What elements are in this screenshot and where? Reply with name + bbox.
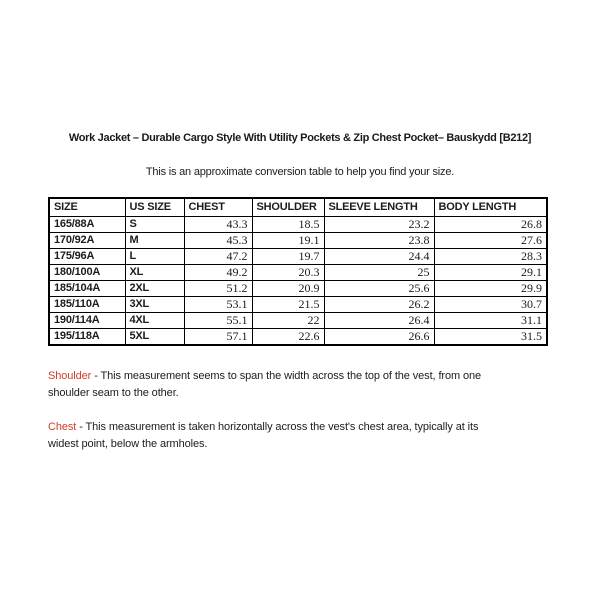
- table-cell: 51.2: [184, 280, 252, 296]
- table-cell: 22: [252, 312, 324, 328]
- table-row: [49, 248, 547, 264]
- table-cell: S: [125, 216, 184, 232]
- note-line: widest point, below the armholes.: [48, 437, 208, 450]
- product-title: Work Jacket – Durable Cargo Style With Utility Pockets & Zip Chest Pocket– Bauskydd [B212]: [68, 132, 532, 144]
- table-row: [49, 296, 547, 312]
- table-cell: 21.5: [252, 296, 324, 312]
- table-cell: 55.1: [184, 312, 252, 328]
- column-header: US SIZE: [125, 198, 184, 216]
- table-cell: 29.1: [434, 264, 547, 280]
- table-cell: 190/114A: [49, 312, 125, 328]
- table-cell: 26.6: [324, 328, 434, 345]
- table-cell: 23.8: [324, 232, 434, 248]
- table-cell: 26.8: [434, 216, 547, 232]
- table-cell: M: [125, 232, 184, 248]
- table-row: [49, 216, 547, 232]
- table-cell: 45.3: [184, 232, 252, 248]
- measurement-note: [48, 419, 580, 453]
- table-cell: 3XL: [125, 296, 184, 312]
- table-cell: 43.3: [184, 216, 252, 232]
- table-cell: 29.9: [434, 280, 547, 296]
- column-header: SIZE: [49, 198, 125, 216]
- size-conversion-table: [48, 197, 548, 346]
- table-cell: 18.5: [252, 216, 324, 232]
- table-cell: 20.3: [252, 264, 324, 280]
- measurement-note: [48, 368, 580, 402]
- column-header: SHOULDER: [252, 198, 324, 216]
- note-line: - This measurement is taken horizontally across the vest's chest area, typically at its: [76, 420, 479, 433]
- table-cell: 175/96A: [49, 248, 125, 264]
- note-line: shoulder seam to the other.: [48, 386, 179, 399]
- note-term: Shoulder: [48, 369, 92, 382]
- table-cell: 22.6: [252, 328, 324, 345]
- table-cell: XL: [125, 264, 184, 280]
- table-cell: 23.2: [324, 216, 434, 232]
- table-cell: L: [125, 248, 184, 264]
- table-caption: This is an approximate conversion table to help you find your size.: [145, 166, 455, 178]
- table-cell: 19.7: [252, 248, 324, 264]
- table-row: [49, 264, 547, 280]
- size-table-body: [49, 216, 547, 345]
- note-term: Chest: [48, 420, 77, 433]
- notes: [48, 368, 580, 453]
- table-row: [49, 328, 547, 345]
- table-row: [49, 312, 547, 328]
- table-cell: 27.6: [434, 232, 547, 248]
- table-cell: 53.1: [184, 296, 252, 312]
- note-line: - This measurement seems to span the width across the top of the vest, from one: [91, 369, 482, 382]
- table-cell: 19.1: [252, 232, 324, 248]
- table-cell: 26.4: [324, 312, 434, 328]
- table-cell: 195/118A: [49, 328, 125, 345]
- column-header: BODY LENGTH: [434, 198, 547, 216]
- table-cell: 20.9: [252, 280, 324, 296]
- table-cell: 2XL: [125, 280, 184, 296]
- table-cell: 165/88A: [49, 216, 125, 232]
- table-cell: 31.5: [434, 328, 547, 345]
- table-cell: 31.1: [434, 312, 547, 328]
- table-cell: 26.2: [324, 296, 434, 312]
- table-row: [49, 232, 547, 248]
- table-cell: 170/92A: [49, 232, 125, 248]
- column-header: SLEEVE LENGTH: [324, 198, 434, 216]
- table-cell: 28.3: [434, 248, 547, 264]
- table-cell: 30.7: [434, 296, 547, 312]
- table-cell: 47.2: [184, 248, 252, 264]
- table-cell: 185/104A: [49, 280, 125, 296]
- table-cell: 25.6: [324, 280, 434, 296]
- table-cell: 25: [324, 264, 434, 280]
- table-cell: 49.2: [184, 264, 252, 280]
- table-cell: 57.1: [184, 328, 252, 345]
- table-cell: 4XL: [125, 312, 184, 328]
- size-table-header-row: [49, 198, 547, 216]
- table-cell: 24.4: [324, 248, 434, 264]
- table-cell: 5XL: [125, 328, 184, 345]
- column-header: CHEST: [184, 198, 252, 216]
- table-cell: 180/100A: [49, 264, 125, 280]
- table-row: [49, 280, 547, 296]
- table-cell: 185/110A: [49, 296, 125, 312]
